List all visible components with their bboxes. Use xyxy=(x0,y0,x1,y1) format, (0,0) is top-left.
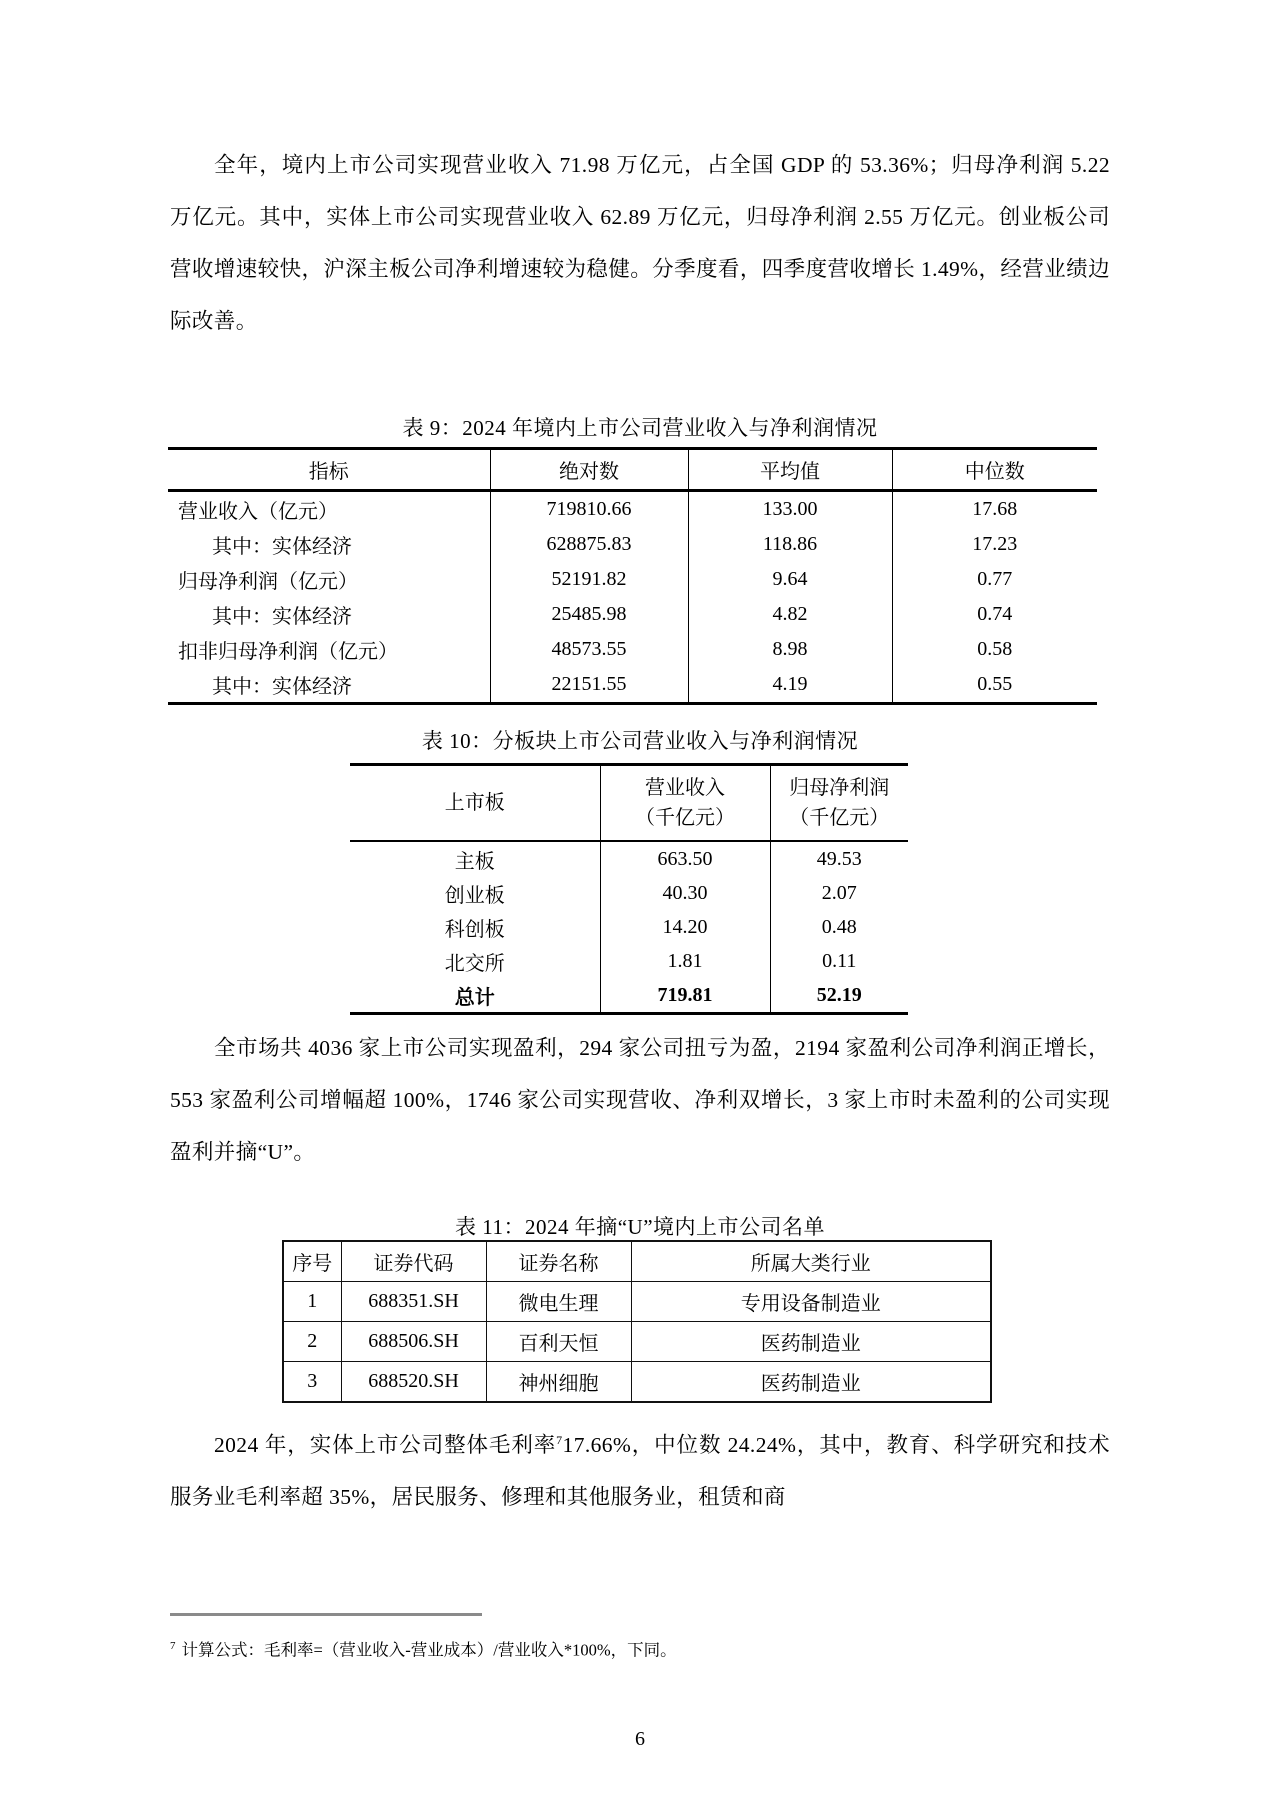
table10-profit: 49.53 xyxy=(770,841,908,876)
table10-revenue: 719.81 xyxy=(600,978,770,1014)
table11-code: 688351.SH xyxy=(341,1282,486,1322)
table9-cell: 17.23 xyxy=(892,527,1097,562)
table9-cell: 133.00 xyxy=(688,491,892,528)
table9-cell: 719810.66 xyxy=(490,491,688,528)
table11-industry: 医药制造业 xyxy=(631,1322,991,1362)
table-row xyxy=(350,876,908,910)
footnote-number: 7 xyxy=(170,1640,176,1652)
paragraph3-post: 17.66%，中位数 24.24%，其中，教育、科学研究和技术服务业毛利率超 35%，居民服务、修理和其他服务业，租赁和商 xyxy=(170,1433,1110,1509)
table9-revenue-profit xyxy=(168,447,1097,705)
table11-name: 百利天恒 xyxy=(486,1322,631,1362)
table-row xyxy=(350,944,908,978)
table-row xyxy=(283,1282,991,1322)
table9-row-label: 归母净利润（亿元） xyxy=(178,571,358,593)
table10-profit: 52.19 xyxy=(770,978,908,1014)
table9-row-label: 其中：实体经济 xyxy=(212,676,352,698)
table10-caption: 表 10：分板块上市公司营业收入与净利润情况 xyxy=(421,729,859,753)
table-row xyxy=(168,597,1097,632)
table10-board: 主板 xyxy=(454,850,495,873)
table10-header-board: 上市板 xyxy=(350,765,600,842)
table9-row-label: 扣非归母净利润（亿元） xyxy=(178,641,398,663)
table9-cell: 0.74 xyxy=(892,597,1097,632)
table9-cell: 25485.98 xyxy=(490,597,688,632)
table10-total-row xyxy=(350,978,908,1014)
table9-cell: 0.58 xyxy=(892,632,1097,667)
table11-name: 微电生理 xyxy=(486,1282,631,1322)
table-row xyxy=(168,527,1097,562)
table11-index: 1 xyxy=(283,1282,341,1322)
table10-profit: 0.48 xyxy=(770,910,908,944)
table11-header-index: 序号 xyxy=(283,1241,341,1282)
table9-caption: 表 9：2024 年境内上市公司营业收入与净利润情况 xyxy=(402,416,878,440)
table10-profit: 2.07 xyxy=(770,876,908,910)
table9-cell: 17.68 xyxy=(892,491,1097,528)
footnote-text: 计算公式：毛利率=（营业收入-营业成本）/营业收入*100%，下同。 xyxy=(181,1640,677,1660)
paragraph3-pre: 2024 年，实体上市公司整体毛利率 xyxy=(214,1433,557,1457)
paragraph-gross-margin xyxy=(170,1419,1110,1523)
table9-cell: 118.86 xyxy=(688,527,892,562)
table-row xyxy=(350,841,908,876)
table10-profit: 0.11 xyxy=(770,944,908,978)
table9-cell: 0.77 xyxy=(892,562,1097,597)
table10-revenue: 14.20 xyxy=(600,910,770,944)
table-row xyxy=(283,1362,991,1403)
table9-cell: 22151.55 xyxy=(490,667,688,704)
table9-cell: 4.82 xyxy=(688,597,892,632)
page-number: 6 xyxy=(635,1728,645,1750)
table11-code: 688506.SH xyxy=(341,1322,486,1362)
footnote-7 xyxy=(170,1632,1110,1665)
table9-cell: 0.55 xyxy=(892,667,1097,704)
table9-row-label: 其中：实体经济 xyxy=(212,606,352,628)
table10-revenue: 40.30 xyxy=(600,876,770,910)
paragraph-profit-stats: 全市场共 4036 家上市公司实现盈利，294 家公司扭亏为盈，2194 家盈利公司净利润正增长，553 家盈利公司增幅超 100%，1746 家公司实现营收、净利双增长，3 家上市时未盈利的公司实现盈利并摘“U”。 xyxy=(170,1036,1110,1164)
table10-header-profit-line2: （千亿元） xyxy=(789,807,890,829)
table10-board: 科创板 xyxy=(444,918,505,941)
table11-header-row xyxy=(283,1241,991,1282)
table11-header-name: 证券名称 xyxy=(486,1241,631,1282)
table11-header-code: 证券代码 xyxy=(341,1241,486,1282)
table10-revenue: 1.81 xyxy=(600,944,770,978)
table11-header-industry: 所属大类行业 xyxy=(631,1241,991,1282)
table11-index: 3 xyxy=(283,1362,341,1403)
table11-code: 688520.SH xyxy=(341,1362,486,1403)
table11-industry: 专用设备制造业 xyxy=(631,1282,991,1322)
table-row xyxy=(168,562,1097,597)
table9-cell: 4.19 xyxy=(688,667,892,704)
table9-header-median: 中位数 xyxy=(892,449,1097,491)
table10-header-profit-line1: 归母净利润 xyxy=(789,777,890,799)
table10-header-row xyxy=(350,765,908,842)
table-row xyxy=(168,632,1097,667)
table11-industry: 医药制造业 xyxy=(631,1362,991,1403)
footnote-separator xyxy=(170,1613,482,1616)
table11-name: 神州细胞 xyxy=(486,1362,631,1403)
table9-header-average: 平均值 xyxy=(688,449,892,491)
table10-board: 总计 xyxy=(454,986,495,1009)
table11-caption: 表 11：2024 年摘“U”境内上市公司名单 xyxy=(454,1215,826,1239)
table9-header-row xyxy=(168,449,1097,491)
table10-header-revenue-line2: （千亿元） xyxy=(635,807,735,829)
table9-cell: 52191.82 xyxy=(490,562,688,597)
table-row xyxy=(168,667,1097,704)
table9-header-absolute: 绝对数 xyxy=(490,449,688,491)
table10-header-profit xyxy=(770,765,908,842)
table9-header-indicator: 指标 xyxy=(168,449,490,491)
table10-by-board xyxy=(350,763,908,1015)
table10-header-revenue xyxy=(600,765,770,842)
footnote-reference-7: 7 xyxy=(556,1432,563,1447)
table-row xyxy=(350,910,908,944)
table9-cell: 48573.55 xyxy=(490,632,688,667)
table9-cell: 9.64 xyxy=(688,562,892,597)
table-row xyxy=(283,1322,991,1362)
table10-board: 创业板 xyxy=(444,884,505,907)
paragraph-annual-overview: 全年，境内上市公司实现营业收入 71.98 万亿元，占全国 GDP 的 53.36%；归母净利润 5.22 万亿元。其中，实体上市公司实现营业收入 62.89 万亿元，归母净利润 2.55 万亿元。创业板公司营收增速较快，沪深主板公司净利增速较为稳健。分季度看，四季度营收增长 1.49%，经营业绩边际改善。 xyxy=(170,153,1110,333)
table9-row-label: 营业收入（亿元） xyxy=(178,501,338,523)
table10-header-revenue-line1: 营业收入 xyxy=(645,777,725,799)
table9-cell: 8.98 xyxy=(688,632,892,667)
table-row xyxy=(168,491,1097,528)
table11-delisted-u-companies xyxy=(282,1240,992,1403)
table10-revenue: 663.50 xyxy=(600,841,770,876)
table10-board: 北交所 xyxy=(444,952,505,975)
table11-index: 2 xyxy=(283,1322,341,1362)
table9-cell: 628875.83 xyxy=(490,527,688,562)
table9-row-label: 其中：实体经济 xyxy=(212,536,352,558)
